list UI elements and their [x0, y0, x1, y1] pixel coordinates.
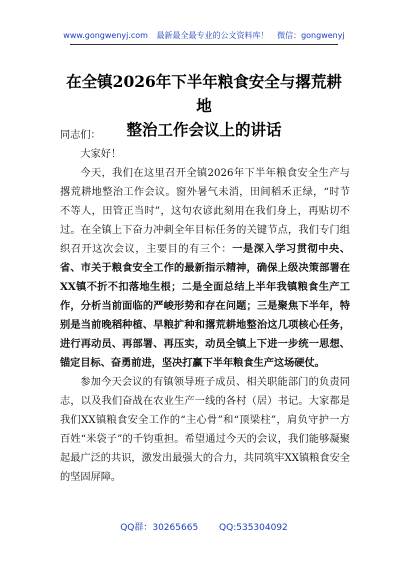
page-header — [0, 30, 408, 41]
paragraph-1 — [60, 164, 350, 373]
header-divider — [70, 44, 338, 45]
greeting: 大家好！ — [80, 149, 122, 160]
paragraph-1-text: 今天，我们在这里召开全镇2026年下半年粮食安全生产与撂荒耕地整治工作会议。窗外暑气未消，田间稻禾正绿，“时节不等人，田管正当时”，这句农谚此刻用在我们身上，再贴切不过。在全镇上下奋力冲刺全年目标任务的关键节点，我们专门组织召开这次会议，主要目的有三个： — [60, 168, 350, 255]
salutation: 同志们： — [60, 130, 101, 141]
page-footer — [0, 520, 408, 533]
document-body — [60, 126, 350, 487]
paragraph-2: 参加今天会议的有镇领导班子成员、相关职能部门的负责同志，以及我们奋战在农业生产一线的各村（居）书记。大家都是我们XX镇粮食安全工作的“主心骨”和“顶梁柱”，肩负守护一方百姓“米袋子”的千钧重担。希望通过今天的会议，我们能够凝聚起最广泛的共识，激发出最强大的合力，共同筑牢XX镇粮食安全的坚固屏障。 — [60, 377, 350, 483]
header-slogan: 最新最全最专业的公文资料库！ — [156, 31, 269, 40]
header-wechat: 微信：gongwenyj — [277, 31, 345, 40]
footer-qq: QQ:535304092 — [219, 523, 288, 533]
paragraph-1-bold-text: 一是深入学习贯彻中央、省、市关于粮食安全工作的最新指示精神，确保上级决策部署在XX镇不折不扣落地生根；二是全面总结上半年我镇粮食生产工作，分析当前面临的严峻形势和存在问题；三是聚焦下半年，特别是当前晚稻种植、早粮扩种和撂荒耕地整治这几项核心任务，进行再动员、再部署、再压实，动员全镇上下进一步统一思想、锚定目标、奋勇前进，坚决打赢下半年粮食生产这场硬仗。 — [60, 243, 351, 369]
title-line-1: 在全镇2026年下半年粮食安全与撂荒耕地 — [66, 72, 342, 115]
title-line-2: 整治工作会议上的讲话 — [126, 120, 282, 139]
header-site-link[interactable]: www.gongwenyj.com — [63, 31, 148, 40]
footer-qq-group: QQ群：30265665 — [120, 523, 199, 533]
